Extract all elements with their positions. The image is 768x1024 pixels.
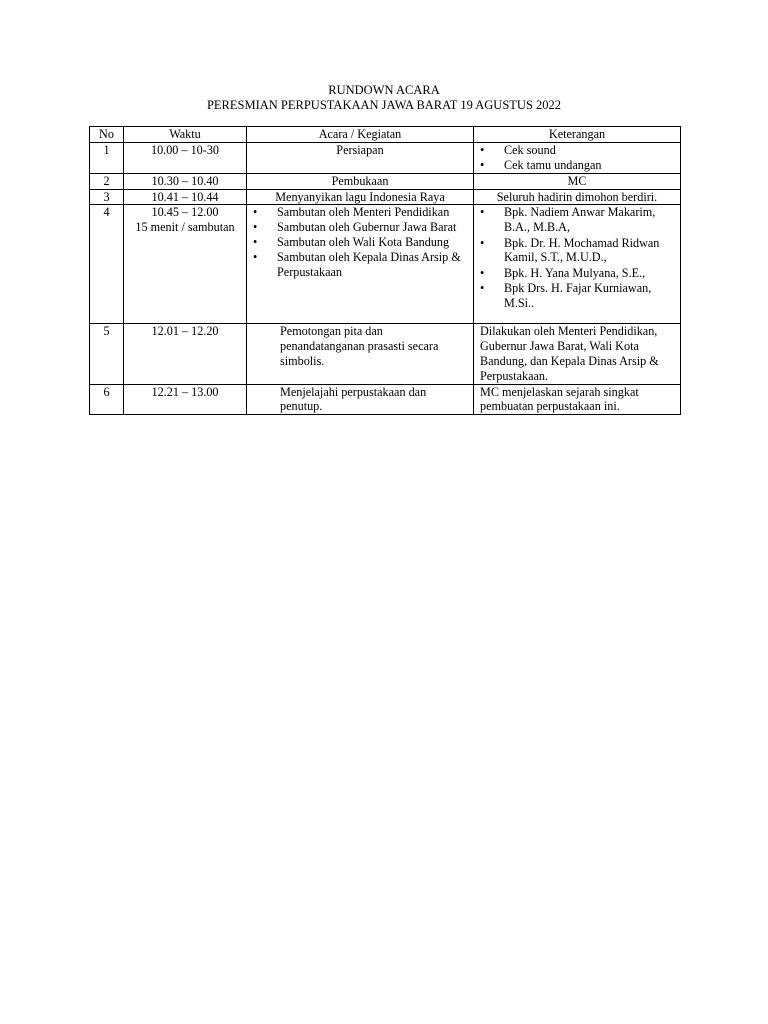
cell-no: 2 [90, 173, 124, 189]
cell-acara [247, 384, 474, 415]
table-row [90, 189, 681, 205]
bullet-icon: • [253, 249, 258, 264]
table-row [90, 142, 681, 173]
table-row [90, 205, 681, 324]
cell-waktu: 10.30 – 10.40 [124, 173, 247, 189]
cell-keterangan: Seluruh hadirin dimohon berdiri. [474, 189, 681, 205]
title-line-1: RUNDOWN ACARA [328, 83, 440, 97]
bullet-icon: • [480, 157, 485, 172]
list-item: • Sambutan oleh Gubernur Jawa Barat [253, 220, 457, 235]
header-keterangan: Keterangan [474, 127, 681, 143]
cell-no: 3 [90, 189, 124, 205]
cell-no: 4 [90, 205, 124, 324]
waktu-note: 15 menit / sambutan [135, 220, 235, 235]
cell-keterangan [474, 384, 681, 415]
list-item: • Sambutan oleh Menteri Pendidikan [253, 205, 450, 220]
header-no: No [90, 127, 124, 143]
header-acara: Acara / Kegiatan [247, 127, 474, 143]
cell-acara [247, 205, 474, 324]
cell-keterangan [474, 324, 681, 384]
list-item: • Bpk. Dr. H. Mochamad Ridwan Kamil, S.T., M.U.D., [480, 235, 660, 265]
acara-list [250, 205, 470, 279]
keterangan-text: MC menjelaskan sejarah singkat pembuatan perpustakaan ini. [480, 384, 639, 414]
table-row [90, 173, 681, 189]
bullet-icon: • [480, 281, 485, 296]
bullet-icon: • [253, 205, 258, 220]
list-item: • Cek tamu undangan [480, 157, 602, 172]
cell-waktu: 12.21 – 13.00 [124, 384, 247, 415]
table-row [90, 384, 681, 415]
keterangan-text: Dilakukan oleh Menteri Pendidikan, Gubernur Jawa Barat, Wali Kota Bandung, dan Kepala Dinas Arsip & Perpustakaan. [480, 324, 659, 383]
cell-no: 6 [90, 384, 124, 415]
cell-acara: Persiapan [247, 142, 474, 173]
list-item: • Sambutan oleh Wali Kota Bandung [253, 234, 450, 249]
cell-no: 1 [90, 142, 124, 173]
cell-keterangan [474, 205, 681, 324]
cell-no: 5 [90, 324, 124, 384]
cell-acara: Menyanyikan lagu Indonesia Raya [247, 189, 474, 205]
list-item: • Bpk. Nadiem Anwar Makarim, B.A., M.B.A, [480, 205, 656, 235]
cell-keterangan: MC [474, 173, 681, 189]
document-title [0, 83, 768, 112]
list-item: • Bpk. H. Yana Mulyana, S.E., [480, 265, 646, 280]
table-row [90, 324, 681, 384]
waktu-range: 10.45 – 12.00 [151, 205, 219, 220]
list-item: • Cek sound [480, 142, 556, 157]
keterangan-list [477, 143, 677, 173]
cell-waktu [124, 205, 247, 324]
cell-waktu: 10.00 – 10-30 [124, 142, 247, 173]
keterangan-list [477, 205, 677, 310]
cell-acara [247, 324, 474, 384]
bullet-icon: • [480, 265, 485, 280]
cell-waktu: 12.01 – 12.20 [124, 324, 247, 384]
acara-text: Pemotongan pita dan penandatanganan prasasti secara simbolis. [280, 324, 439, 368]
cell-acara: Pembukaan [247, 173, 474, 189]
bullet-icon: • [253, 234, 258, 249]
bullet-icon: • [480, 235, 485, 250]
table-header-row [90, 127, 681, 143]
cell-waktu: 10.41 – 10.44 [124, 189, 247, 205]
cell-keterangan [474, 142, 681, 173]
bullet-icon: • [480, 205, 485, 220]
title-line-2: PERESMIAN PERPUSTAKAAN JAWA BARAT 19 AGUSTUS 2022 [206, 97, 562, 112]
acara-text: Menjelajahi perpustakaan dan penutup. [280, 384, 427, 414]
header-waktu: Waktu [124, 127, 247, 143]
list-item: • Bpk Drs. H. Fajar Kurniawan, M.Si.. [480, 281, 652, 310]
bullet-icon: • [480, 142, 485, 157]
bullet-icon: • [253, 220, 258, 235]
rundown-table [89, 126, 681, 415]
list-item: • Sambutan oleh Kepala Dinas Arsip & Perpustakaan [253, 249, 461, 279]
